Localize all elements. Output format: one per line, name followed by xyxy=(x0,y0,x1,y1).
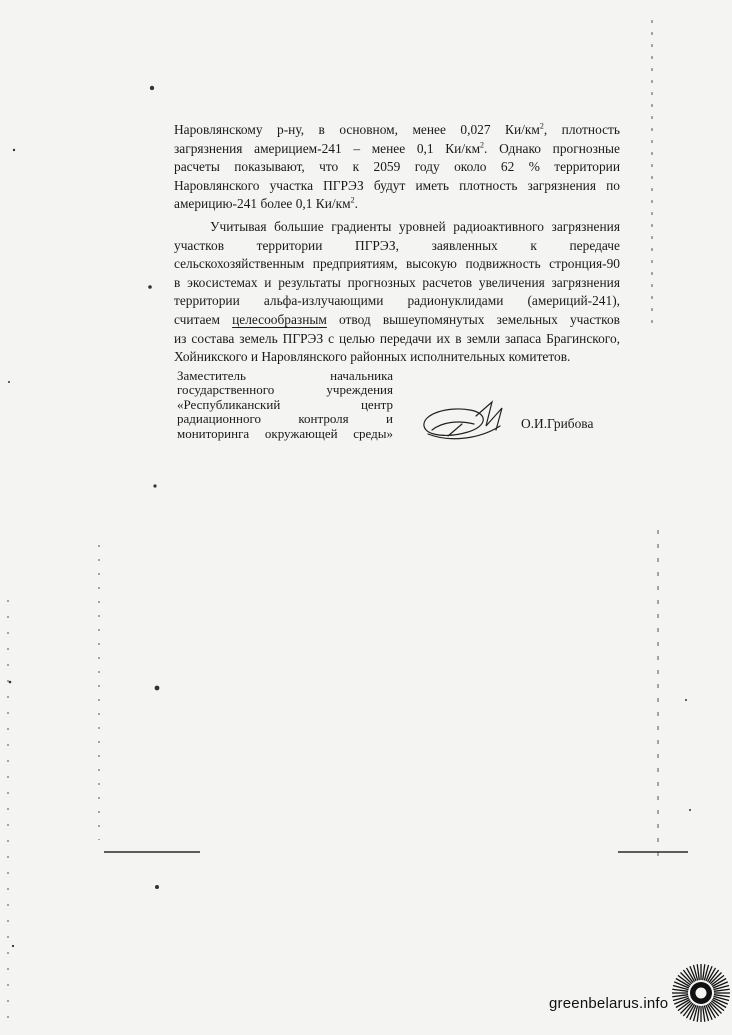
p2-line-6: считаем целесообразным отвод вышеупомянутых земельных участков xyxy=(174,311,620,327)
paragraph-conclusion xyxy=(174,218,620,367)
signatory-title-line: «Республиканский центр xyxy=(177,396,393,412)
p2-line-1: Учитывая большие градиенты уровней радиоактивного загрязнения xyxy=(210,219,620,234)
p1-line-1: Наровлянскому р-ну, в основном, менее 0,027 $Ки/км^2$, плотность xyxy=(174,121,621,137)
p1-line-5: америцию-241 более 0,1 $Ки/км^2$. xyxy=(174,195,358,212)
p2-line-5: территории альфа-излучающими радионуклидами (америций-241), xyxy=(174,293,620,309)
p2-line-3: сельскохозяйственным предприятиям, высокую подвижность стронция-90 xyxy=(174,256,620,272)
signatory-title-line: радиационного контроля и xyxy=(177,411,393,427)
p2-line-8: Хойникского и Наровлянского районных исполнительных комитетов. xyxy=(174,349,571,365)
watermark-text: greenbelarus.info xyxy=(549,995,669,1012)
underlined-word: целесообразным xyxy=(232,311,327,327)
paragraph-contamination-density xyxy=(174,121,620,214)
p1-line-2: загрязнения америцием-241 – менее 0,1 $Ки/км^2$. Однако прогнозные xyxy=(174,140,620,156)
p2-line-7: из состава земель ПГРЭЗ с целью передачи их в земли запаса Брагинского, xyxy=(174,330,620,346)
signatory-name: О.И.Грибова xyxy=(521,416,594,431)
signatory-title-line: Заместитель начальника xyxy=(177,368,393,383)
signatory-title xyxy=(177,369,393,441)
p1-line-4: Наровлянского участка ПГРЭЗ будут иметь плотность загрязнения по xyxy=(174,177,620,193)
signatory-title-line: мониторинга окружающей среды» xyxy=(177,425,393,441)
p2-line-2: участков территории ПГРЭЗ, заявленных к передаче xyxy=(174,237,620,253)
handwritten-signature xyxy=(418,396,518,448)
sun-logo-icon xyxy=(670,962,732,1024)
p1-line-3: расчеты показывают, что к 2059 году около 62 % территории xyxy=(174,159,620,175)
signatory-title-line: государственного учреждения xyxy=(177,382,393,398)
p2-line-4: в экосистемах и результаты прогнозных расчетов увеличения загрязнения xyxy=(174,274,620,290)
